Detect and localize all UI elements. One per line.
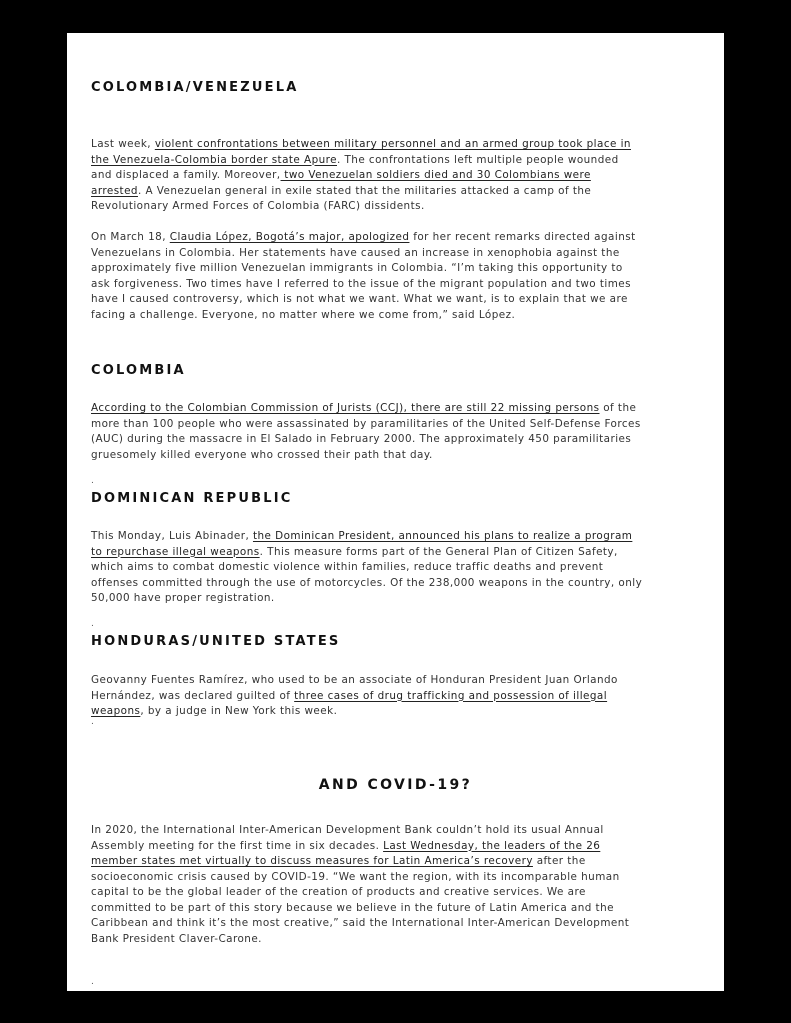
paragraph-ccj-missing: According to the Colombian Commission of Jurists (CCJ), there are still 22 missing persons of the more than 100 people who were assassinated by paramilitaries of the United Self-Defense Forces (AUC) during the massacre in El Salado in February 2000. The approximately 450 paramilitaries gruesomely killed everyone who crossed their path that day. [91, 402, 641, 461]
link-repurchase-weapons[interactable]: the Dominican President, announced his plans to realize a program to repurchase illegal weapons [91, 530, 633, 558]
section-title-colombia: COLOMBIA [91, 363, 186, 378]
section-title-honduras-us: HONDURAS/UNITED STATES [91, 634, 341, 649]
link-soldiers-died[interactable]: two Venezuelan soldiers died and 30 Colombians were arrested [91, 169, 591, 197]
link-latin-america-recovery[interactable]: Last Wednesday, the leaders of the 26 member states met virtually to discuss measures for Latin America’s recovery [91, 839, 601, 867]
document-page [67, 33, 724, 991]
section-title-colombia-venezuela: COLOMBIA/VENEZUELA [91, 80, 299, 95]
paragraph-idb-assembly: In 2020, the International Inter-American Development Bank couldn’t hold its usual Annual Assembly meeting for the first time in six decades. Last Wednesday, the leaders of the 26 member states met virtually to discuss measures for Latin America’s recovery after the socioeconomic crisis caused by COVID-19. “We want the region, with its incomparable human capital to be the global leader of the creation of products and creative services. We are committed to be part of this story because we believe in the future of Latin America and the Caribbean and think it’s the most creative,” said the International Inter-American Development Bank President Claver-Carone. [91, 824, 630, 945]
section-title-dominican-republic: DOMINICAN REPUBLIC [91, 491, 293, 506]
paragraph-abinader-weapons: This Monday, Luis Abinader, the Dominican President, announced his plans to realize a program to repurchase illegal weapons. This measure forms part of the General Plan of Citizen Safety, which aims to combat domestic violence within families, reduce traffic deaths and prevent offenses committed through the use of motorcycles. Of the 238,000 weapons in the country, only 50,000 have proper registration. [91, 530, 643, 604]
separator-dot: . [91, 717, 94, 727]
link-ccj-missing-persons[interactable]: According to the Colombian Commission of Jurists (CCJ), there are still 22 missing persons [91, 402, 600, 414]
link-lopez-apology[interactable]: Claudia López, Bogotá’s major, apologized [169, 231, 410, 243]
link-apure-confrontations[interactable]: violent confrontations between military personnel and an armed group took place in the Venezuela-Colombia border state Apure [91, 138, 631, 166]
section-title-covid: AND COVID-19? [318, 777, 473, 793]
link-drug-trafficking[interactable]: three cases of drug trafficking and possession of illegal weapons [91, 689, 608, 717]
paragraph-fuentes-ramirez: Geovanny Fuentes Ramírez, who used to be an associate of Honduran President Juan Orlando Hernández, was declared guilted of three cases of drug trafficking and possession of illegal weapons, by a judge in New York this week. [91, 674, 618, 717]
separator-dot: . [91, 476, 94, 486]
paragraph-lopez-apology: On March 18, Claudia López, Bogotá’s major, apologized for her recent remarks directed against Venezuelans in Colombia. Her statements have caused an increase in xenophobia against the approximately five million Venezuelan immigrants in Colombia. “I’m taking this opportunity to ask forgiveness. Two times have I referred to the issue of the migrant population and two times have I caused controversy, which is not what we want. What we want, is to explain that we are facing a challenge. Everyone, no matter where we come from,” said López. [91, 231, 636, 321]
separator-dot: . [91, 619, 94, 629]
separator-dot: . [91, 977, 94, 987]
paragraph-apure-confrontations: Last week, violent confrontations between military personnel and an armed group took place in the Venezuela-Colombia border state Apure. The confrontations left multiple people wounded and displaced a family. Moreover, two Venezuelan soldiers died and 30 Colombians were arrested. A Venezuelan general in exile stated that the militaries attacked a camp of the Revolutionary Armed Forces of Colombia (FARC) dissidents. [91, 138, 631, 212]
